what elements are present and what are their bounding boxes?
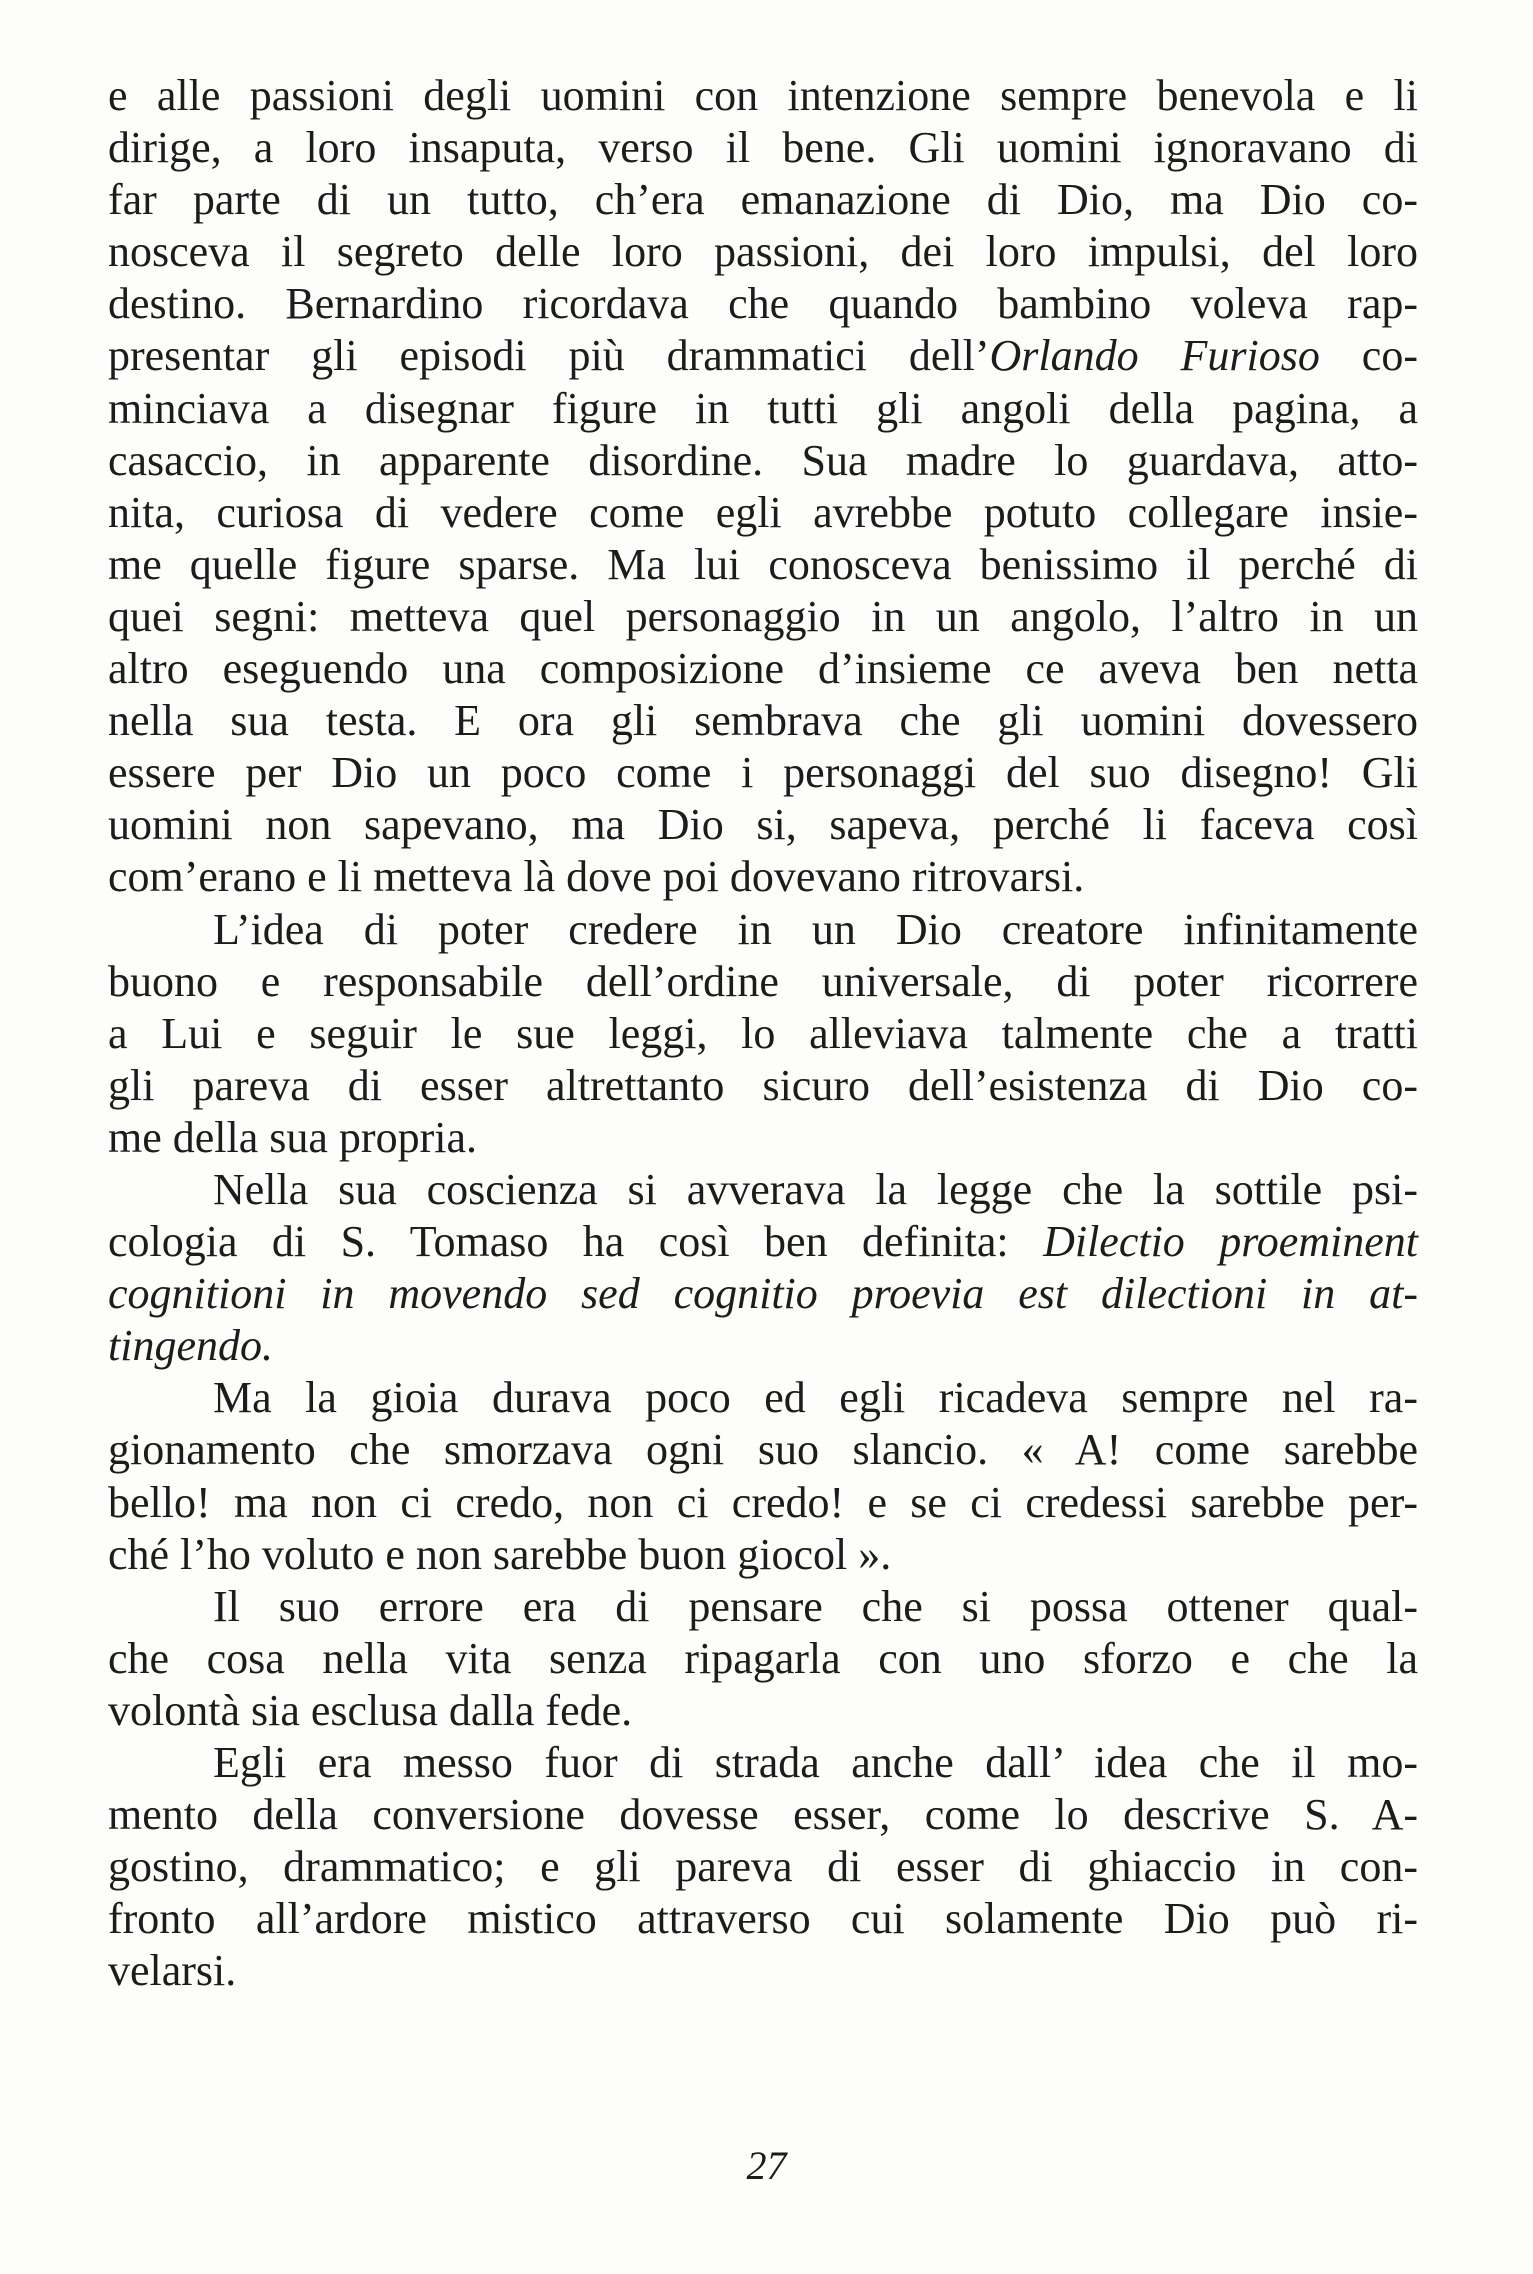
text-run: Nella sua coscienza si avverava la legge che la sottile psi- [213, 1164, 1418, 1214]
text-line [108, 278, 1418, 330]
text-run: ché l’ho voluto e non sarebbe buon giocol ». [108, 1529, 892, 1579]
text-run: quei segni: metteva quel personaggio in un angolo, l’altro in un [108, 591, 1418, 641]
text-run: essere per Dio un poco come i personaggi del suo disegno! Gli [108, 748, 1418, 798]
text-run: co- [1319, 331, 1418, 381]
text-run: buono e responsabile dell’ordine universale, di poter ricorrere [108, 956, 1418, 1006]
text-line [108, 383, 1418, 435]
text-line [108, 70, 1418, 122]
text-line [108, 1060, 1418, 1112]
text-run: casaccio, in apparente disordine. Sua madre lo guardava, atto- [108, 435, 1418, 485]
text-run: Ma la gioia durava poco ed egli ricadeva sempre nel ra- [213, 1373, 1418, 1423]
text-run: me quelle figure sparse. Ma lui conosceva benissimo il perché di [108, 539, 1418, 589]
text-line [108, 799, 1418, 851]
italic-text: Orlando Furioso [989, 331, 1320, 381]
text-run: destino. Bernardino ricordava che quando bambino voleva rap- [108, 279, 1418, 329]
text-run: gli pareva di esser altrettanto sicuro dell’esistenza di Dio co- [108, 1060, 1418, 1110]
text-line [108, 1372, 1418, 1424]
text-run: far parte di un tutto, ch’era emanazione di Dio, ma Dio co- [108, 175, 1418, 225]
text-run: Il suo errore era di pensare che si possa ottener qual- [213, 1581, 1418, 1631]
text-line [108, 1268, 1418, 1320]
text-line [108, 851, 1418, 903]
text-line [108, 1320, 1418, 1372]
text-line [108, 1164, 1418, 1216]
text-line [108, 1529, 1418, 1581]
text-line [108, 1112, 1418, 1164]
text-line [108, 1789, 1418, 1841]
text-run: che cosa nella vita senza ripagarla con uno sforzo e che la [108, 1633, 1418, 1683]
text-run: presentar gli episodi più drammatici dell’ [108, 331, 990, 381]
italic-text: Dilectio proeminent [1043, 1217, 1418, 1267]
text-run: fronto all’ardore mistico attraverso cui solamente Dio può ri- [108, 1894, 1418, 1944]
italic-text: cognitioni in movendo sed cognitio proevia est dilectioni in at- [108, 1269, 1418, 1319]
text-line [108, 1008, 1418, 1060]
text-line [108, 1685, 1418, 1737]
text-line [108, 956, 1418, 1008]
text-line [108, 1424, 1418, 1476]
text-line [108, 487, 1418, 539]
text-line [108, 226, 1418, 278]
text-line [108, 1737, 1418, 1789]
text-run: gionamento che smorzava ogni suo slancio. « A! come sarebbe [108, 1425, 1418, 1475]
text-run: velarsi. [108, 1946, 237, 1996]
text-run: gostino, drammatico; e gli pareva di esser di ghiaccio in con- [108, 1842, 1418, 1892]
text-run: altro eseguendo una composizione d’insieme ce aveva ben netta [108, 644, 1418, 694]
text-run: me della sua propria. [108, 1112, 477, 1162]
text-run: nella sua testa. E ora gli sembrava che gli uomini dovessero [108, 696, 1418, 746]
page-number: 27 [746, 2143, 787, 2188]
text-line [108, 539, 1418, 591]
text-run: cologia di S. Tomaso ha così ben definita: [108, 1217, 1044, 1267]
text-line [108, 435, 1418, 487]
text-line [108, 1893, 1418, 1945]
text-run: com’erano e li metteva là dove poi dovevano ritrovarsi. [108, 852, 1085, 902]
body-text [108, 70, 1418, 1997]
text-line [108, 747, 1418, 799]
text-line [108, 1841, 1418, 1893]
text-run: nosceva il segreto delle loro passioni, dei loro impulsi, del loro [108, 227, 1418, 277]
text-run: L’idea di poter credere in un Dio creatore infinitamente [213, 904, 1418, 954]
text-line [108, 1581, 1418, 1633]
text-run: mento della conversione dovesse esser, come lo descrive S. A- [108, 1790, 1418, 1840]
text-line [108, 695, 1418, 747]
text-line [108, 1633, 1418, 1685]
text-run: a Lui e seguir le sue leggi, lo alleviava talmente che a tratti [108, 1008, 1418, 1058]
text-line [108, 1945, 1418, 1997]
text-line [108, 904, 1418, 956]
text-run: volontà sia esclusa dalla fede. [108, 1685, 633, 1735]
text-line [108, 122, 1418, 174]
text-run: dirige, a loro insaputa, verso il bene. Gli uomini ignoravano di [108, 123, 1418, 173]
text-run: e alle passioni degli uomini con intenzione sempre benevola e li [108, 71, 1418, 120]
text-run: Egli era messo fuor di strada anche dall’ idea che il mo- [213, 1738, 1418, 1787]
text-run: bello! ma non ci credo, non ci credo! e se ci credessi sarebbe per- [108, 1477, 1418, 1527]
text-run: uomini non sapevano, ma Dio si, sapeva, perché li faceva così [108, 800, 1418, 850]
text-line [108, 1216, 1418, 1268]
italic-text: tingendo. [108, 1321, 273, 1371]
text-line [108, 591, 1418, 643]
text-run: nita, curiosa di vedere come egli avrebbe potuto collegare insie- [108, 487, 1418, 537]
text-line [108, 1477, 1418, 1529]
text-line [108, 643, 1418, 695]
text-line [108, 330, 1418, 382]
text-line [108, 174, 1418, 226]
text-run: minciava a disegnar figure in tutti gli angoli della pagina, a [108, 383, 1418, 433]
